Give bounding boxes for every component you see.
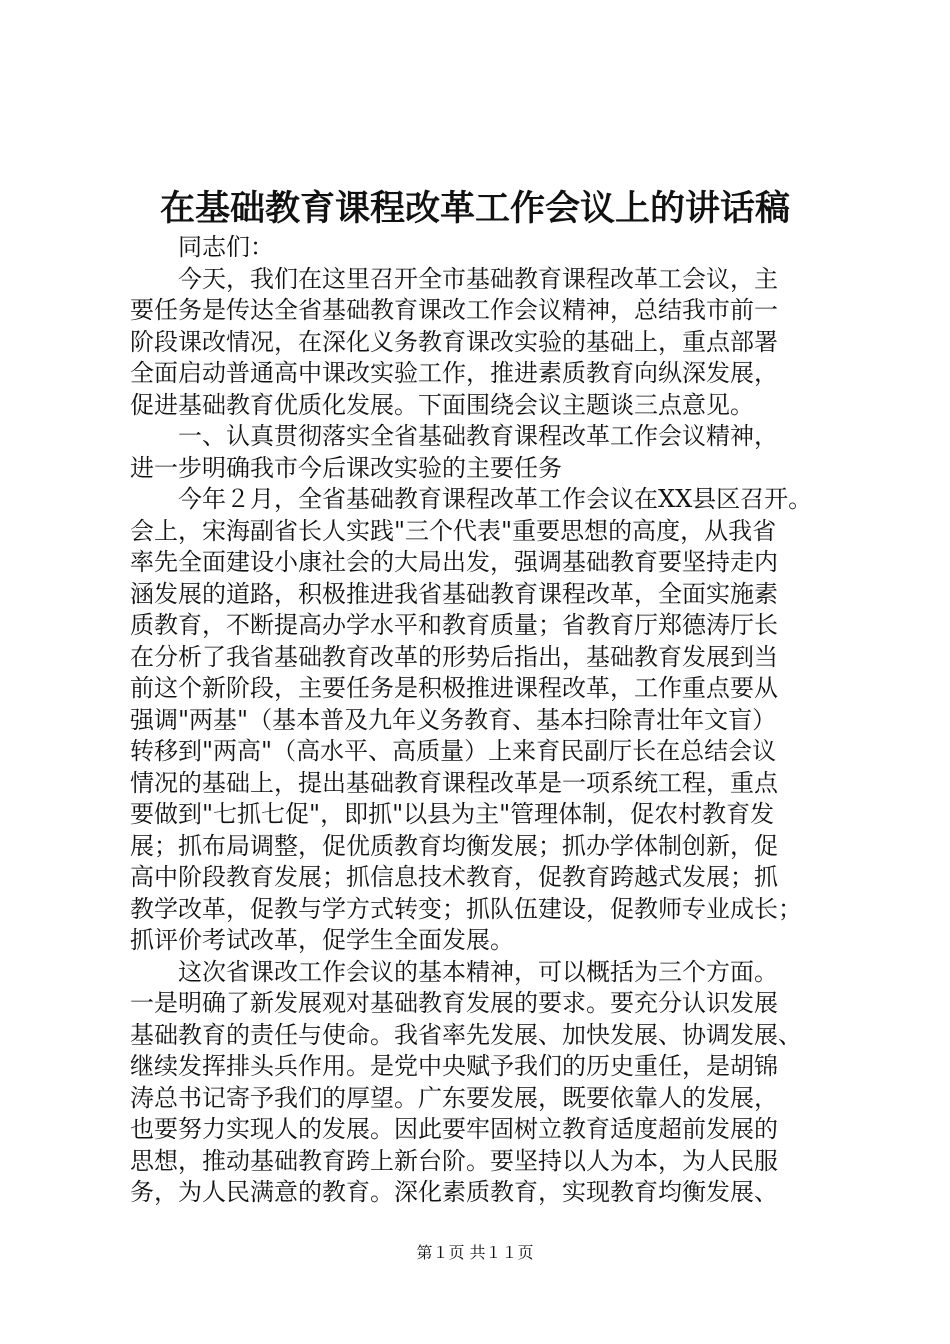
body-text-line: 情况的基础上，提出基础教育课程改革是一项系统工程，重点 [130, 768, 778, 797]
body-text-line: 同志们： [178, 233, 274, 261]
body-text-line: 强调"两基"（基本普及九年义务教育、基本扫除青壮年文盲） [130, 705, 777, 734]
page-number-footer: 第１页 共１１页 [416, 1243, 534, 1262]
body-text-line: 思想，推动基础教育跨上新台阶。要坚持以人为本，为人民服 [130, 1146, 778, 1175]
body-text-line: 务，为人民满意的教育。深化素质教育，实现教育均衡发展、 [130, 1178, 778, 1206]
body-text-line: 涛总书记寄予我们的厚望。广东要发展，既要依靠人的发展， [130, 1083, 778, 1112]
body-text-line: 今年２月，全省基础教育课程改革工作会议在XX县区召开。 [178, 485, 813, 513]
body-text-line: 一、认真贯彻落实全省基础教育课程改革工作会议精神， [178, 422, 778, 450]
body-text-line: 这次省课改工作会议的基本精神，可以概括为三个方面。 [178, 957, 778, 986]
body-text-line: 质教育，不断提高办学水平和教育质量；省教育厅郑德涛厅长 [130, 611, 778, 639]
body-text-line: 一是明确了新发展观对基础教育发展的要求。要充分认识发展 [130, 989, 778, 1017]
body-text-line: 展；抓布局调整，促优质教育均衡发展；抓办学体制创新，促 [130, 831, 778, 860]
body-text-line: 要做到"七抓七促"，即抓"以县为主"管理体制，促农村教育发 [130, 800, 775, 828]
body-text-line: 会上，宋海副省长人实践"三个代表"重要思想的高度，从我省 [130, 516, 777, 545]
body-text-line: 教学改革，促教与学方式转变；抓队伍建设，促教师专业成长； [130, 894, 802, 923]
body-text-line: 全面启动普通高中课改实验工作，推进素质教育向纵深发展， [130, 359, 778, 387]
body-text-line: 也要努力实现人的发展。因此要牢固树立教育适度超前发展的 [130, 1115, 778, 1143]
body-text-line: 率先全面建设小康社会的大局出发，强调基础教育要坚持走内 [130, 548, 778, 576]
body-text-line: 在分析了我省基础教育改革的形势后指出，基础教育发展到当 [130, 642, 778, 671]
body-text-line: 抓评价考试改革，促学生全面发展。 [130, 926, 514, 954]
body-text-line: 涵发展的道路，积极推进我省基础教育课程改革，全面实施素 [130, 579, 778, 608]
document-body [130, 232, 850, 1209]
body-text-line: 继续发挥排头兵作用。是党中央赋予我们的历史重任，是胡锦 [130, 1052, 778, 1080]
body-text-line: 基础教育的责任与使命。我省率先发展、加快发展、协调发展、 [130, 1020, 802, 1049]
body-text-line: 进一步明确我市今后课改实验的主要任务 [130, 453, 562, 482]
body-text-line: 今天，我们在这里召开全市基础教育课程改革工会议，主 [178, 264, 778, 293]
body-text-line: 转移到"两高"（高水平、高质量）上来育民副厅长在总结会议 [130, 737, 777, 765]
body-text-line: 阶段课改情况，在深化义务教育课改实验的基础上，重点部署 [130, 327, 778, 356]
body-text-line: 要任务是传达全省基础教育课改工作会议精神，总结我市前一 [130, 296, 778, 324]
body-text-line: 高中阶段教育发展；抓信息技术教育，促教育跨越式发展；抓 [130, 863, 778, 891]
document-title: 在基础教育课程改革工作会议上的讲话稿 [159, 188, 790, 229]
body-text-line: 前这个新阶段，主要任务是积极推进课程改革，工作重点要从 [130, 674, 778, 702]
body-text-line: 促进基础教育优质化发展。下面围绕会议主题谈三点意见。 [130, 390, 754, 419]
